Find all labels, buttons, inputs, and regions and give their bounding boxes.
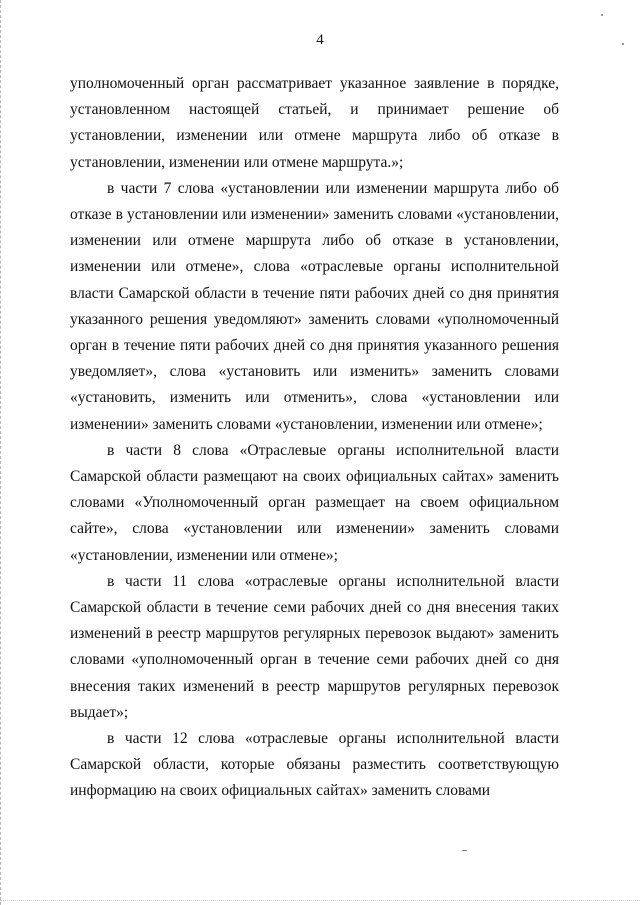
- scan-edge-bottom: [0, 900, 640, 902]
- paragraph-part-12: в части 12 слова «отраслевые органы исполнительной власти Самарской области, которые обязаны разместить соответствующую информацию на своих официальных сайтах» заменить словами: [70, 730, 559, 800]
- paragraph-continuation: уполномоченный орган рассматривает указанное заявление в порядке, установленном настоящей статьей, и принимает решение об установлении, изменении или отмене маршрута либо об отказе в установлении, изменении или отмене маршрута.»;: [70, 75, 559, 171]
- page-number: 4: [316, 32, 324, 48]
- document-body: [70, 71, 559, 805]
- scan-speck: [622, 43, 624, 45]
- scan-edge-left: [0, 0, 3, 905]
- scan-speck: [601, 14, 603, 16]
- scan-speck: [462, 850, 467, 851]
- paragraph-part-11: в части 11 слова «отраслевые органы исполнительной власти Самарской области в течение семи рабочих дней со дня внесения таких изменений в реестр маршрутов регулярных перевозок выдают» заменить словами «уполномоченный орган в течение семи рабочих дней со дня внесения таких изменений в реестр маршрутов регулярных перевозок выдает»;: [70, 572, 559, 721]
- paragraph-part-8: в части 8 слова «Отраслевые органы исполнительной власти Самарской области размещают на своих официальных сайтах» заменить словами «Уполномоченный орган размещает на своем официальном сайте», слова «установлении или изменении» заменить словами «установлении, изменении или отмене»;: [70, 441, 559, 564]
- paragraph-part-7: в части 7 слова «установлении или изменении маршрута либо об отказе в установлении или изменении» заменить словами «установлении, изменении или отмене маршрута либо об отказе в установлении, изменении или отмене», слова «отраслевые органы исполнительной власти Самарской области в течение пяти рабочих дней со дня принятия указанного решения уведомляют» заменить словами «уполномоченный орган в течение пяти рабочих дней со дня принятия указанного решения уведомляет», слова «установить или изменить» заменить словами «установить, изменить или отменить», слова «установлении или изменении» заменить словами «установлении, изменении или отмене»;: [70, 179, 559, 433]
